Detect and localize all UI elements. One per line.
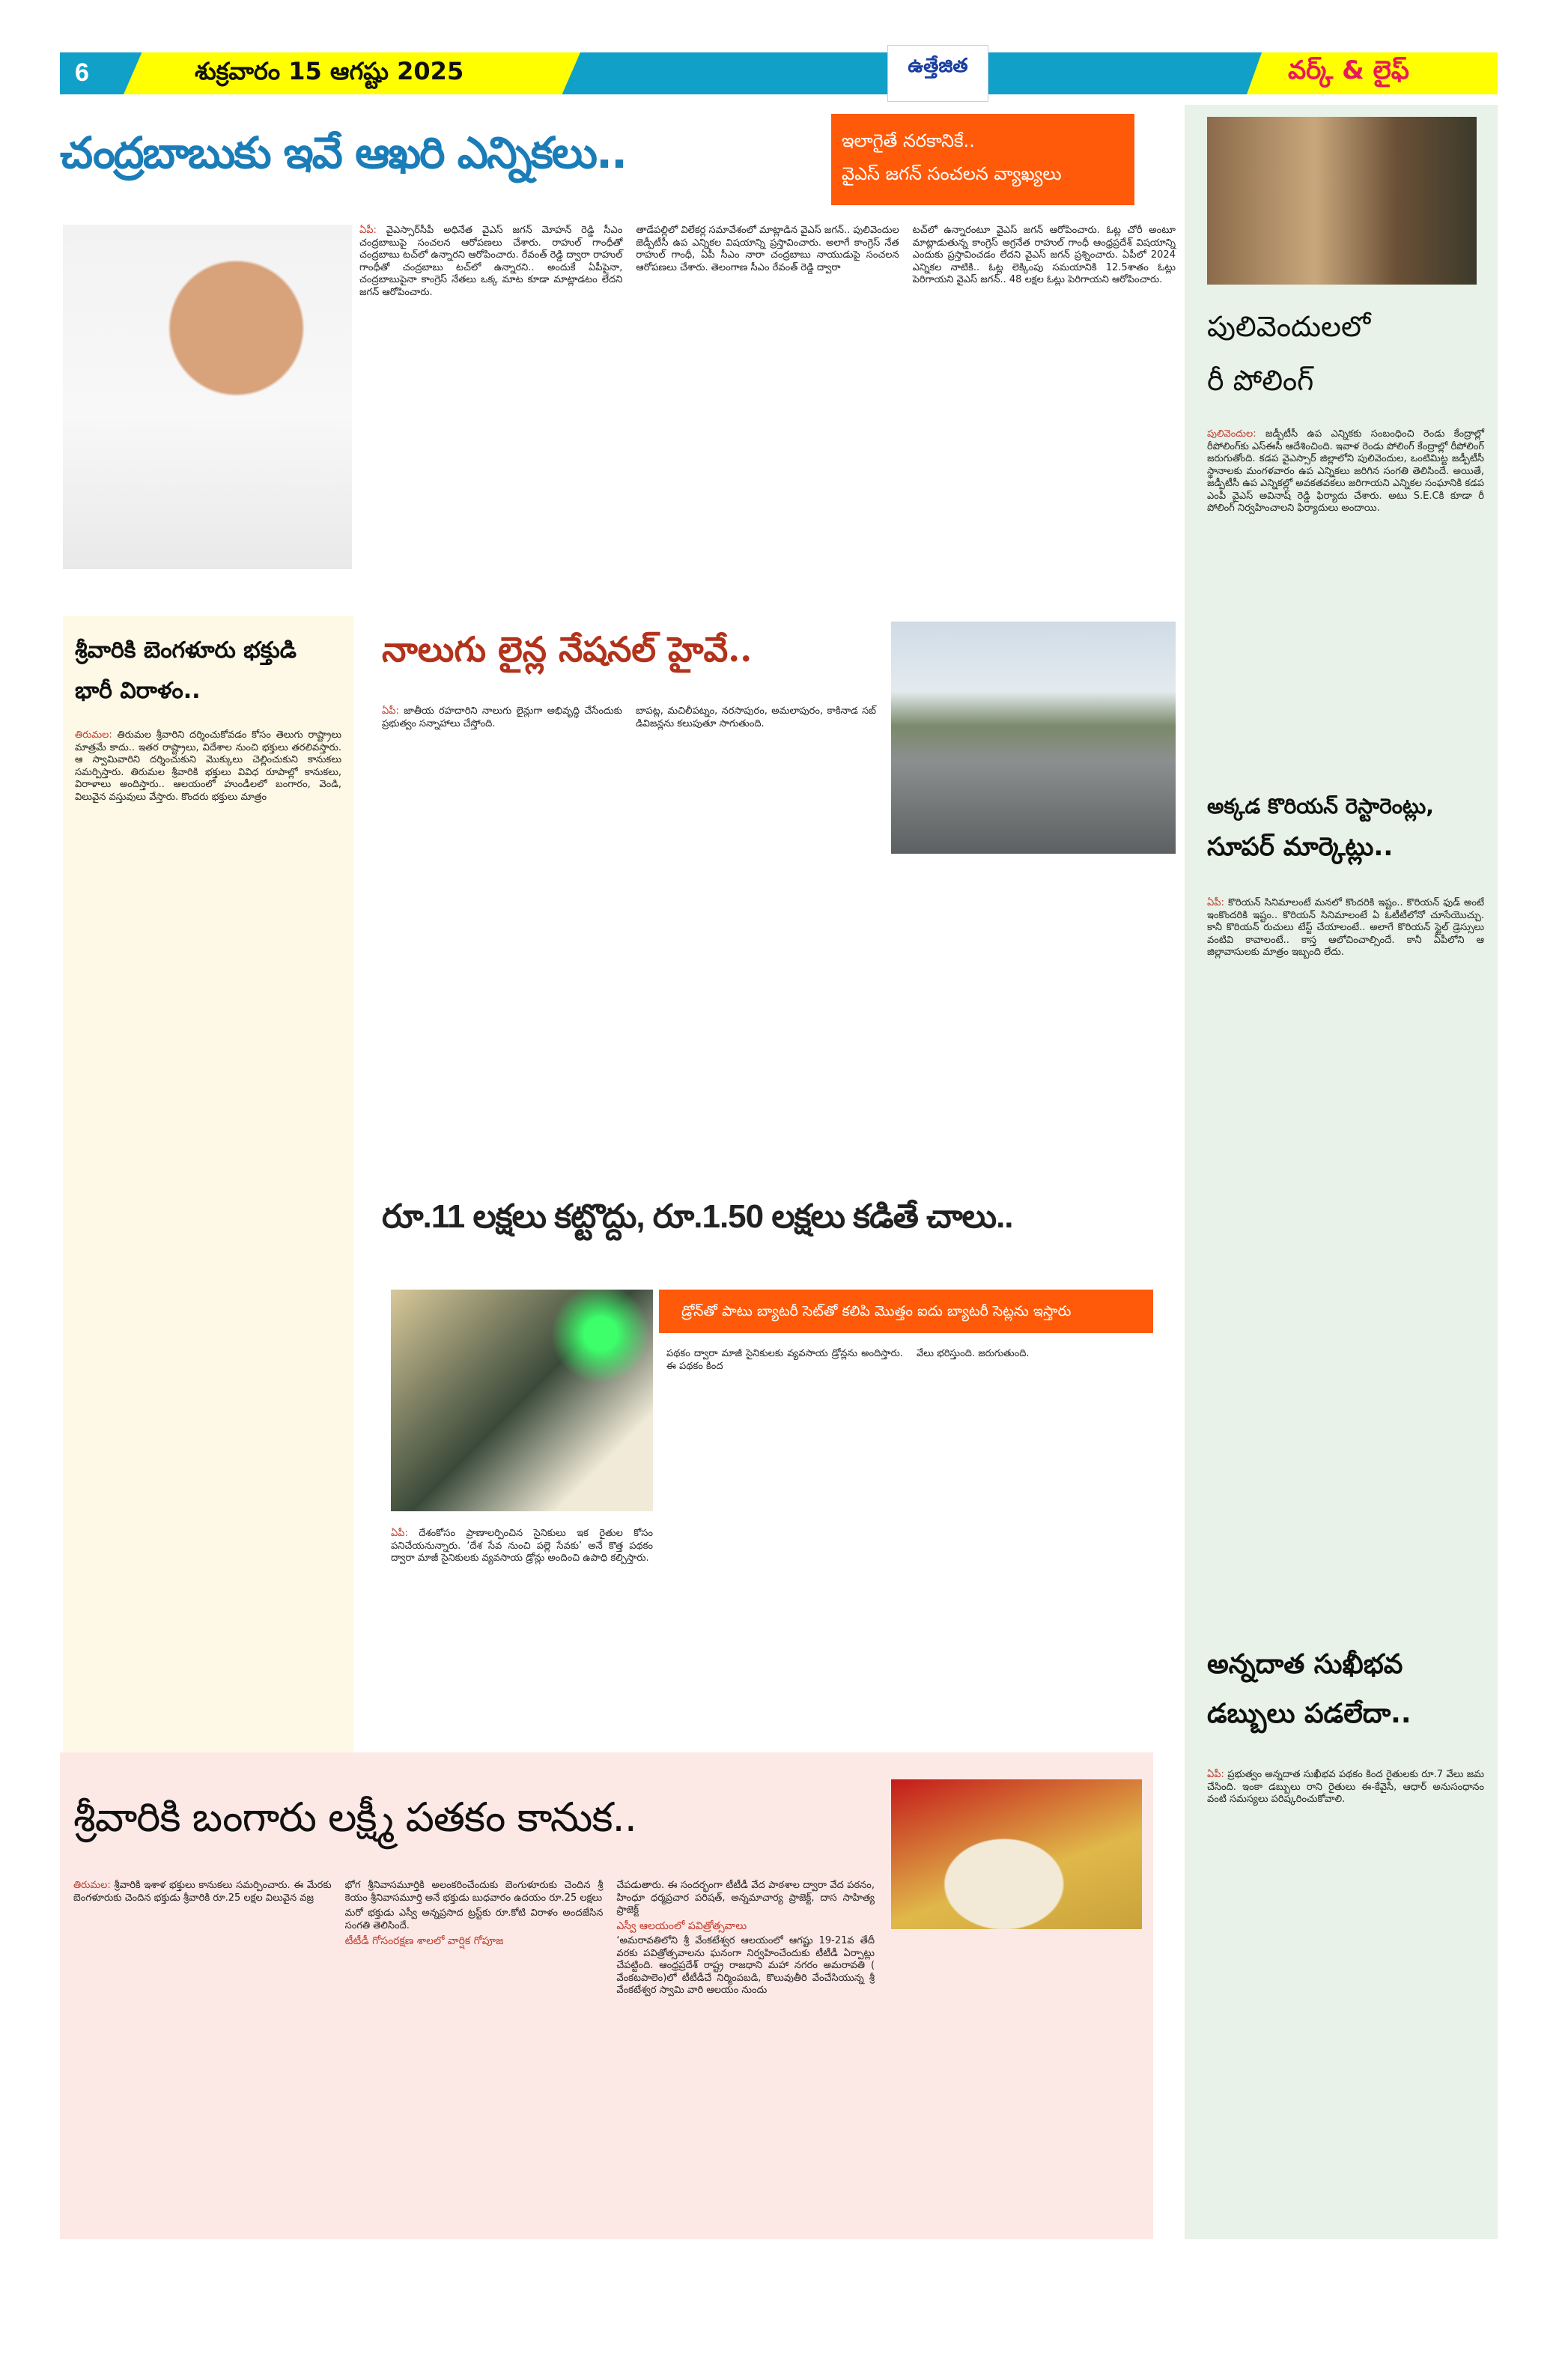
korean-body bbox=[1207, 897, 1484, 959]
paragraph: శ్రీవారికి ఇశాళ భక్తులు కానుకలు సమర్పించారు. ఈ మేరకు బెంగళూరుకు చెందిన భక్తుడు శ్రీవారికి రూ.25 లక్షల విలువైన వజ్ర bbox=[73, 1880, 332, 1904]
newspaper-logo bbox=[887, 45, 988, 102]
paragraph: జడ్పీటీసీ ఉప ఎన్నికకు సంబంధించి రెండు కేంద్రాల్లో రీపోలింగ్‌కు ఎస్ఈసీ ఆదేశించింది. ఇవాళ రెండు పోలింగ్ కేంద్రాల్లో రీపోలింగ్ జరుగుతోంది. కడప వైఎస్సార్ జిల్లాలోని పులివెందుల, ఒంటిమిట్ట జడ్పీటీసీ స్థానాలకు మంగళవారం ఉప ఎన్నికలు జరిగిన సంగతి తెలిసిందే. అయితే, జడ్పీటీసీ ఉప ఎన్నికల్లో అవకతవకలు జరిగాయని ఎన్నికల సంఘానికి కడప ఎంపీ వైఎస్ అవినాష్ రెడ్డి ఫిర్యాదు చేశారు. అటు S.E.Cకి కూడా రీ పోలింగ్ నిర్వహించాలని ఫిర్యాదులు అందాయి. bbox=[1207, 428, 1485, 514]
paragraph: టచ్‌లో ఉన్నారంటూ వైఎస్ జగన్ ఆరోపించారు. ఓట్ల చోరీ అంటూ మాట్లాడుతున్న కాంగ్రెస్ అగ్రనేత రాహుల్ గాంధీ ఆంధ్రప్రదేశ్ విషయాన్ని ఎందుకు ప్రస్తావించడం లేదని వైఎస్ జగన్ ప్రశ్నించారు. ఏపీలో 2024 ఎన్నికల నాటికి.. ఓట్ల లెక్కింపు సమయానికి 12.5శాతం ఓట్లు పెరిగాయని వైఎస్ జగన్.. 48 లక్షల ఓట్లు పెరిగాయని ఆరోపించారు. bbox=[912, 225, 1176, 285]
paragraph: జాతీయ రహదారిని నాలుగు లైన్లుగా అభివృద్ధి చేసేందుకు ప్రభుత్వం సన్నాహాలు చేస్తోంది. bbox=[382, 705, 622, 729]
highway-photo bbox=[891, 622, 1176, 854]
drone-body-1 bbox=[391, 1528, 653, 1565]
korean-headline bbox=[1207, 786, 1492, 867]
drone-banner: డ్రోన్‌తో పాటు బ్యాటరీ సెట్‌తో కలిపి మొత్తం ఐదు బ్యాటరీ సెట్లను ఇస్తారు bbox=[659, 1290, 1153, 1333]
section-title: వర్క్ & లైఫ్ bbox=[1288, 55, 1409, 85]
issue-date: శుక్రవారం 15 ఆగష్టు 2025 bbox=[195, 57, 464, 85]
headline-line: అక్కడ కొరియన్ రెస్టారెంట్లు, bbox=[1207, 794, 1434, 819]
paragraph: చేపడుతారు. ఈ సందర్భంగా టీటీడీ వేద పాఠశాల ద్వారా వేద పఠనం, హింధూ ధర్మప్రచార పరిషత్, అన్నమాచార్య ప్రాజెక్ట్, దాస సాహిత్య ప్రాజెక్ట్ bbox=[616, 1880, 875, 1916]
dateline: ఏపీ: bbox=[359, 225, 377, 236]
kicker-line-2: వైఎస్ జగన్ సంచలన వ్యాఖ్యలు bbox=[842, 163, 1062, 184]
dateline: తిరుమల: bbox=[75, 729, 112, 741]
paragraph: వేలు భరిస్తుంది. జరుగుతుంది. bbox=[917, 1348, 1030, 1359]
polling-booth-photo bbox=[1207, 117, 1477, 285]
kicker-line-1: ఇలాగైతే నరకానికే.. bbox=[842, 130, 975, 151]
bengaluru-headline: శ్రీవారికి బెంగళూరు భక్తుడి భారీ విరాళం.. bbox=[75, 637, 297, 704]
paragraph: ప్రభుత్వం అన్నదాత సుఖీభవ పథకం కింద రైతులకు రూ.7 వేలు జమ చేసింది. ఇంకా డబ్బులు రాని రైతులు ఈ-కేవైసీ, ఆధార్ అనుసంధానం వంటి సమస్యలు పరిష్కరించుకోవాలి. bbox=[1207, 1769, 1484, 1805]
lead-headline: చంద్రబాబుకు ఇవే ఆఖరి ఎన్నికలు.. bbox=[60, 127, 627, 178]
drone-photo bbox=[391, 1290, 653, 1511]
bengaluru-box bbox=[63, 616, 353, 1761]
drone-headline: రూ.11 లక్షలు కట్టొద్దు, రూ.1.50 లక్షలు కడితే చాలు.. bbox=[382, 1198, 1013, 1235]
page-number: 6 bbox=[75, 58, 89, 87]
headline-line: పులివెందులలో bbox=[1207, 310, 1371, 343]
paragraph: తిరుమల శ్రీవారిని దర్శించుకోవడం కోసం తెలుగు రాష్ట్రాలు మాత్రమే కాదు.. ఇతర రాష్ట్రాలు, విదేశాల నుంచి భక్తులు తరలివస్తారు. ఆ స్వామివారిని దర్శించుకుని మొక్కులు చెల్లించుకుని కానుకలు సమర్పిస్తారు. తిరుమల శ్రీవారికి భక్తులు వివిధ రూపాల్లో కానుకలు, విరాళాలు అందిస్తారు.. ఆలయంలో హుండీలలో బంగారం, వెండి, విలువైన వస్తువులు వేస్తారు. కొందరు భక్తులు మాత్రం bbox=[75, 729, 341, 803]
dateline: పులివెందుల: bbox=[1207, 428, 1256, 440]
dateline: తిరుమల: bbox=[73, 1880, 111, 1891]
paragraph: తాడేపల్లిలో విలేకర్ల సమావేశంలో మాట్లాడిన వైఎస్ జగన్.. పులివెందుల జెడ్పీటీసీ ఉప ఎన్నికల విషయాన్ని ప్రస్తావించారు. అలాగే కాంగ్రెస్ నేత రాహుల్ గాంధీ, ఏపీ సీఎం నారా చంద్రబాబు నాయుడుపై సంచలన ఆరోపణలు చేశారు. తెలంగాణ సీఎం రేవంత్ రెడ్డి ద్వారా bbox=[636, 225, 899, 273]
paragraph: మరో భక్తుడు ఎస్వీ అన్నప్రసాద ట్రస్ట్‌కు రూ.కోటి విరాళం అందజేసిన సంగతి తెలిసిందే. bbox=[344, 1907, 604, 1931]
paragraph: ‘అమరావతిలోని శ్రీ వేంకటేశ్వర ఆలయంలో ఆగష్టు 19-21వ తేదీ వరకు పవిత్రోత్సవాలను ఘనంగా నిర్వహించేందుకు టీటీడీ ఏర్పాట్లు చేపట్టింది. ఆంధ్రప్రదేశ్ రాష్ట్ర రాజధాని మహా నగరం అమరావతి ( వేంకటపాలెం)లో టీటీడీచే నిర్మింపబడి, కొలువుతీరి వేంచేసియున్న శ్రీ వేంకటేశ్వర స్వామి వారి ఆలయం నుందు bbox=[616, 1935, 875, 1996]
lead-kicker-box bbox=[831, 114, 1134, 205]
annadata-headline bbox=[1207, 1640, 1492, 1739]
dateline: ఏపీ: bbox=[1207, 1769, 1224, 1780]
headline-line: డబ్బులు పడలేదా.. bbox=[1207, 1698, 1411, 1729]
highway-body bbox=[382, 705, 876, 730]
annadata-body bbox=[1207, 1769, 1484, 1806]
jagan-photo bbox=[63, 225, 352, 569]
dateline: ఏపీ: bbox=[391, 1528, 408, 1539]
headline-line: రీ పోలింగ్ bbox=[1207, 364, 1314, 397]
paragraph: బాపట్ల, మచిలీపట్నం, నరసాపురం, అమలాపురం, కాకినాడ సబ్ డివిజన్లను కలుపుతూ సాగుతుంది. bbox=[636, 705, 876, 729]
paragraph: భోగ శ్రీనివాసమూర్తికి అలంకరించేందుకు బెంగుళూరుకు చెందిన శ్రీ కెయం శ్రీనివాసమూర్తి అనే భక్తుడు బుధవారం ఉదయం రూ.25 లక్షలు bbox=[344, 1880, 604, 1904]
bengaluru-body bbox=[75, 729, 341, 804]
dateline: ఏపీ: bbox=[382, 705, 399, 717]
subheading: ఎస్వీ ఆలయంలో పవిత్రోత్సవాలు bbox=[616, 1919, 747, 1932]
paragraph: వైఎస్సార్‌సీపీ అధినేత వైఎస్ జగన్ మోహన్ రెడ్డి సీఎం చంద్రబాబుపై సంచలన ఆరోపణలు చేశారు. రాహుల్ గాంధీతో చంద్రబాబు టచ్‌లో ఉన్నారని ఆరోపించారు. రేవంత్ రెడ్డి ద్వారా రాహుల్ గాంధీతో చంద్రబాబు టచ్‌లో ఉన్నారని.. అందుకే ఏపీపైనా, చంద్రబాబుపైనా కాంగ్రెస్ నేతలు ఒక్క మాట కూడా మాట్లాడటం లేదని జగన్ ఆరోపించారు. bbox=[359, 225, 623, 298]
gold-pendant-photo bbox=[891, 1779, 1142, 1929]
headline-line: సూపర్ మార్కెట్లు.. bbox=[1207, 832, 1394, 862]
highway-headline: నాలుగు లైన్ల నేషనల్ హైవే.. bbox=[382, 629, 753, 670]
lakshmi-body bbox=[73, 1880, 875, 2000]
paragraph: పథకం ద్వారా మాజీ సైనికులకు వ్యవసాయ డ్రోన్లను అందిస్తారు. ఈ పథకం కింద bbox=[666, 1348, 903, 1372]
paragraph: దేశంకోసం ప్రాణాలర్పించిన సైనికులు ఇక రైతుల కోసం పనిచేయనున్నారు. ‘దేశ సేవ నుంచి పల్లె సేవకు’ అనే కొత్త పథకం ద్వారా మాజీ సైనికులకు వ్యవసాయ డ్రోన్లు అందించి ఉపాధి కల్పిస్తారు. bbox=[391, 1528, 653, 1564]
pulivendula-headline bbox=[1207, 300, 1484, 407]
drone-body-2 bbox=[666, 1348, 1153, 1373]
lead-body bbox=[359, 225, 1176, 577]
logo-text: ఉత్తేజిత bbox=[908, 55, 968, 77]
pulivendula-body bbox=[1207, 428, 1484, 515]
dateline: ఏపీ: bbox=[1207, 897, 1224, 908]
lakshmi-headline: శ్రీవారికి బంగారు లక్ష్మీ పతకం కానుక.. bbox=[73, 1794, 636, 1841]
subheading: టీటీడీ గోసంరక్షణ శాలలో వార్షిక గోపూజ bbox=[344, 1935, 504, 1947]
paragraph: కొరియన్ సినిమాలంటే మనలో కొందరికి ఇష్టం.. కొరియన్ ఫుడ్ అంటే ఇంకొందరికి ఇష్టం.. కొరియన్ సినిమాలంటే ఏ ఓటీటీలోనో చూసేయొచ్చు. కానీ కొరియన్ రుచులు టేస్ట్ చేయాలంటే.. అలాగే కొరియన్ స్టైల్ డ్రెస్సులు వంటివి కావాలంటే.. కాస్త ఆలోచించాల్సిందే. కానీ ఏపీలోని ఆ జిల్లావాసులకు మాత్రం ఇబ్బంది లేదు. bbox=[1207, 897, 1484, 958]
right-sidebar bbox=[1185, 105, 1498, 2239]
headline-line: అన్నదాత సుఖీభవ bbox=[1207, 1649, 1403, 1680]
